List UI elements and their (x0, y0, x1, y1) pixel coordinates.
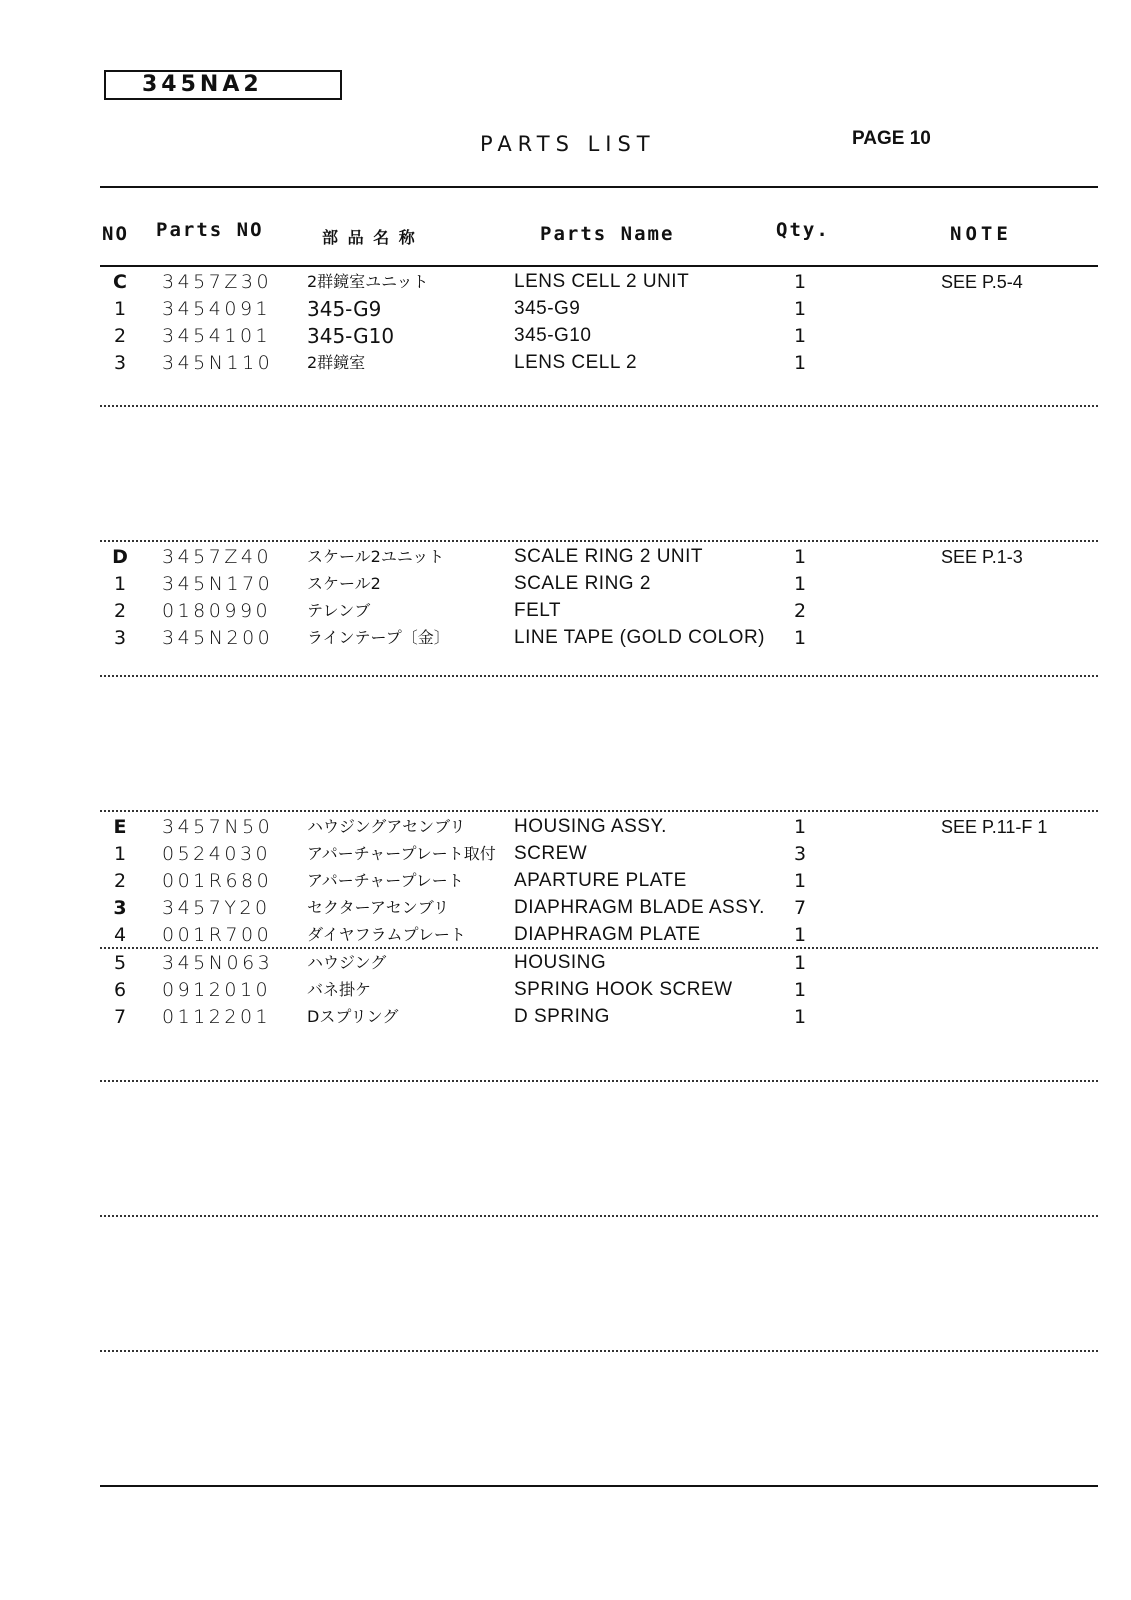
row-separator (100, 947, 1098, 949)
row-parts-no: 345N200 (162, 627, 274, 649)
row-parts-name: LENS CELL 2 UNIT (514, 271, 690, 292)
table-row (0, 625, 1131, 652)
row-parts-name: HOUSING ASSY. (514, 816, 667, 837)
row-no: 1 (113, 843, 127, 865)
row-parts-no: 3454101 (162, 325, 272, 347)
row-parts-no: 0112201 (162, 1006, 272, 1028)
row-jp-name: セクターアセンブリ (307, 898, 450, 917)
row-jp-name: スケール2 (307, 574, 381, 593)
row-parts-name: FELT (514, 600, 562, 621)
model-code: 345NA2 (142, 72, 263, 97)
table-row (0, 1004, 1131, 1031)
table-row (0, 868, 1131, 895)
row-qty: 1 (793, 870, 807, 892)
row-parts-name: 345-G9 (514, 298, 581, 319)
section-divider (100, 405, 1098, 407)
table-row (0, 571, 1131, 598)
header-top-rule (100, 186, 1098, 188)
row-qty: 7 (793, 897, 807, 919)
row-note: SEE P.11-F 1 (941, 817, 1048, 837)
table-row (0, 814, 1131, 841)
row-jp-name: 2群鏡室ユニット (307, 272, 429, 291)
row-no: D (112, 546, 128, 568)
model-code-box (104, 70, 342, 100)
row-qty: 1 (793, 979, 807, 1001)
table-row (0, 922, 1131, 949)
row-no: 2 (113, 600, 127, 622)
row-no: E (113, 816, 127, 838)
row-parts-name: SCALE RING 2 UNIT (514, 546, 704, 567)
row-no: 2 (113, 870, 127, 892)
row-qty: 1 (793, 298, 807, 320)
page-title: PARTS LIST (480, 132, 656, 156)
row-parts-no: 0180990 (162, 600, 272, 622)
row-jp-name: スケール2ユニット (307, 547, 445, 566)
row-no: C (113, 271, 127, 293)
row-parts-no: 3457Z30 (162, 271, 273, 293)
row-jp-name: 345-G10 (307, 324, 395, 348)
row-qty: 1 (793, 546, 807, 568)
row-qty: 2 (793, 600, 807, 622)
table-row (0, 269, 1131, 296)
row-no: 5 (113, 952, 127, 974)
col-header-no: NO (102, 223, 129, 245)
row-jp-name: 345-G9 (307, 297, 382, 321)
col-header-parts-name: Parts Name (540, 223, 675, 245)
row-jp-name: アパーチャープレート (307, 871, 464, 890)
row-parts-name: DIAPHRAGM BLADE ASSY. (514, 897, 765, 918)
table-row (0, 895, 1131, 922)
section-divider (100, 1080, 1098, 1082)
row-no: 3 (113, 897, 127, 919)
row-parts-name: LENS CELL 2 (514, 352, 638, 373)
table-row (0, 323, 1131, 350)
row-parts-name: 345-G10 (514, 325, 592, 346)
row-parts-no: 3457Z40 (162, 546, 273, 568)
table-row (0, 841, 1131, 868)
table-row (0, 950, 1131, 977)
row-parts-no: 3457N50 (162, 816, 274, 838)
row-parts-name: LINE TAPE (GOLD COLOR) (514, 627, 766, 648)
section-divider (100, 810, 1098, 812)
row-parts-no: 001R700 (162, 924, 273, 946)
row-parts-name: SPRING HOOK SCREW (514, 979, 733, 1000)
table-row (0, 350, 1131, 377)
row-qty: 1 (793, 816, 807, 838)
row-no: 6 (113, 979, 127, 1001)
row-jp-name: ハウジング (307, 953, 387, 972)
row-no: 1 (113, 573, 127, 595)
row-qty: 1 (793, 271, 807, 293)
row-qty: 1 (793, 352, 807, 374)
col-header-parts-no: Parts NO (156, 219, 264, 241)
row-qty: 1 (793, 924, 807, 946)
row-note: SEE P.5-4 (941, 272, 1023, 292)
row-no: 3 (113, 627, 127, 649)
row-parts-no: 0912010 (162, 979, 272, 1001)
row-parts-name: SCALE RING 2 (514, 573, 651, 594)
row-parts-name: DIAPHRAGM PLATE (514, 924, 701, 945)
row-parts-no: 3454091 (162, 298, 272, 320)
row-no: 7 (113, 1006, 127, 1028)
section-divider (100, 1350, 1098, 1352)
row-parts-no: 345N063 (162, 952, 274, 974)
row-no: 4 (113, 924, 127, 946)
header-bottom-rule (100, 265, 1098, 267)
row-jp-name: テレンブ (307, 601, 371, 620)
row-parts-name: HOUSING (514, 952, 607, 973)
row-qty: 1 (793, 952, 807, 974)
row-no: 2 (113, 325, 127, 347)
row-parts-name: APARTURE PLATE (514, 870, 687, 891)
row-jp-name: アパーチャープレート取付 (307, 844, 496, 863)
row-parts-no: 0524030 (162, 843, 272, 865)
row-parts-no: 345N170 (162, 573, 274, 595)
footer-rule (100, 1485, 1098, 1487)
row-qty: 3 (793, 843, 807, 865)
row-no: 3 (113, 352, 127, 374)
row-parts-name: D SPRING (514, 1006, 610, 1027)
row-jp-name: ハウジングアセンブリ (307, 817, 466, 836)
table-row (0, 598, 1131, 625)
row-jp-name: Dスプリング (307, 1007, 399, 1026)
row-qty: 1 (793, 1006, 807, 1028)
row-parts-no: 345N110 (162, 352, 274, 374)
row-parts-no: 001R680 (162, 870, 273, 892)
row-jp-name: ラインテープ〔金〕 (307, 628, 450, 647)
table-row (0, 296, 1131, 323)
page-number: PAGE 10 (852, 128, 931, 149)
row-jp-name: ダイヤフラムプレート (307, 925, 466, 944)
col-header-note: NOTE (950, 223, 1012, 245)
row-no: 1 (113, 298, 127, 320)
col-header-jp-name: 部 品 名 称 (322, 228, 417, 247)
row-qty: 1 (793, 573, 807, 595)
section-divider (100, 540, 1098, 542)
row-note: SEE P.1-3 (941, 547, 1023, 567)
row-qty: 1 (793, 325, 807, 347)
table-row (0, 544, 1131, 571)
table-row (0, 977, 1131, 1004)
row-parts-no: 3457Y20 (162, 897, 271, 919)
row-parts-name: SCREW (514, 843, 588, 864)
col-header-qty: Qty. (776, 219, 830, 241)
row-jp-name: バネ掛ケ (307, 980, 372, 999)
row-jp-name: 2群鏡室 (307, 353, 366, 372)
section-divider (100, 675, 1098, 677)
section-divider (100, 1215, 1098, 1217)
row-qty: 1 (793, 627, 807, 649)
